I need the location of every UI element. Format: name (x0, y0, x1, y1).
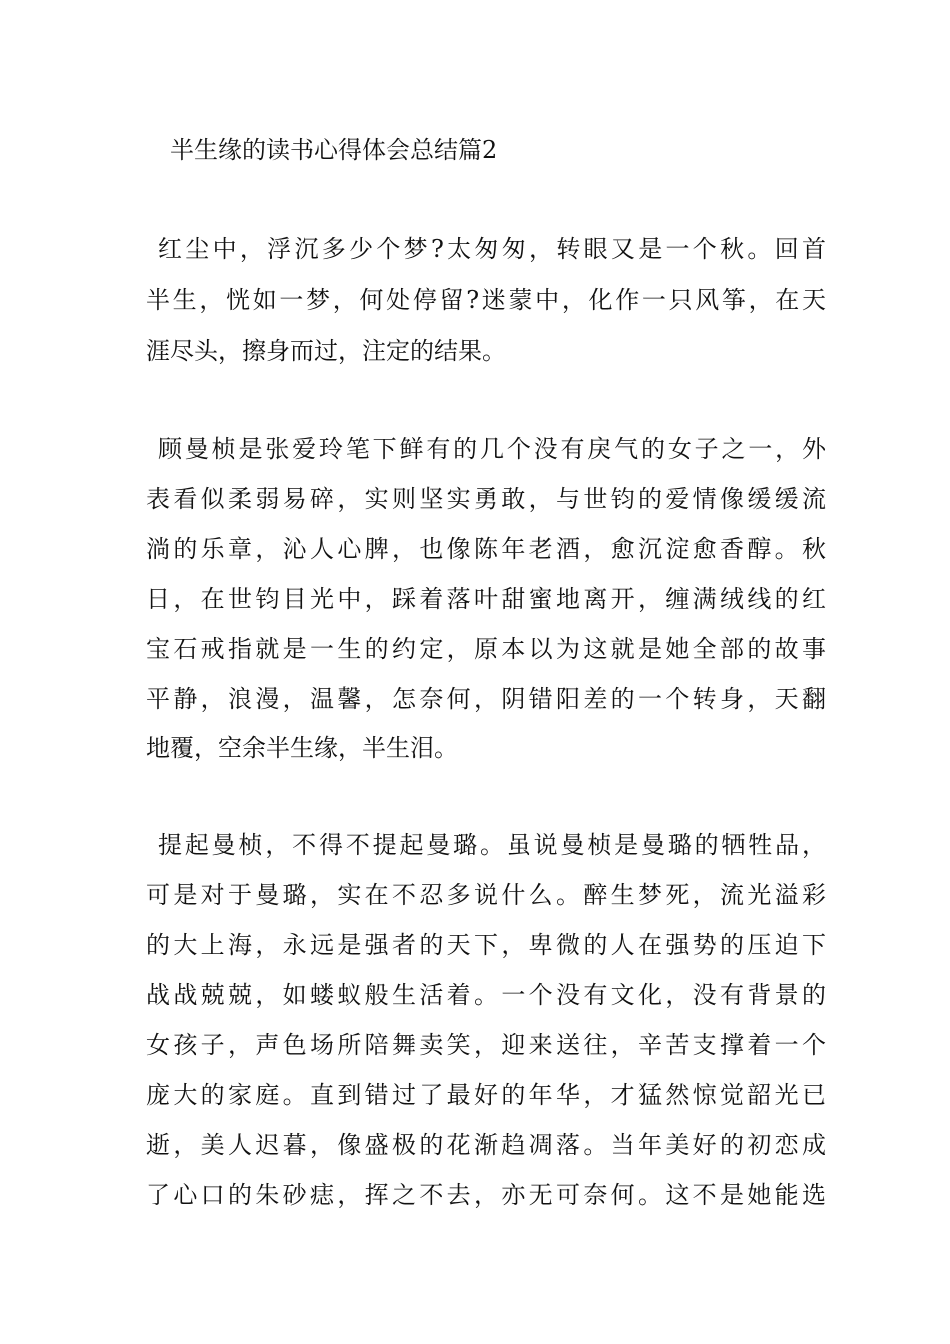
paragraph-1-line-2: 半生，恍如一梦，何处停留?迷蒙中，化作一只风筝，在天 (146, 286, 826, 314)
paragraph-3-line-4: 战战兢兢，如蝼蚁般生活着。一个没有文化，没有背景的 (146, 981, 826, 1009)
paragraph-2-line-1: 顾曼桢是张爱玲笔下鲜有的几个没有戾气的女子之一，外 (158, 435, 826, 463)
paragraph-2-line-2: 表看似柔弱易碎，实则坚实勇敢，与世钧的爱情像缓缓流 (146, 485, 826, 513)
paragraph-2-line-4: 日，在世钧目光中，踩着落叶甜蜜地离开，缠满绒线的红 (146, 585, 826, 613)
paragraph-2-line-5: 宝石戒指就是一生的约定，原本以为这就是她全部的故事 (146, 635, 826, 663)
paragraph-2-line-3: 淌的乐章，沁人心脾，也像陈年老酒，愈沉淀愈香醇。秋 (146, 535, 826, 563)
paragraph-2-line-6: 平静，浪漫，温馨，怎奈何，阴错阳差的一个转身，天翻 (146, 685, 826, 713)
paragraph-3-line-6: 庞大的家庭。直到错过了最好的年华，才猛然惊觉韶光已 (146, 1081, 826, 1109)
paragraph-1-line-3: 涯尽头，擦身而过，注定的结果。 (146, 337, 506, 365)
paragraph-3-line-1: 提起曼桢，不得不提起曼璐。虽说曼桢是曼璐的牺牲品， (158, 831, 826, 859)
paragraph-3-line-2: 可是对于曼璐，实在不忍多说什么。醉生梦死，流光溢彩 (146, 881, 826, 909)
paragraph-3-line-8: 了心口的朱砂痣，挥之不去，亦无可奈何。这不是她能选 (146, 1181, 826, 1209)
document-title: 半生缘的读书心得体会总结篇2 (170, 136, 498, 164)
paragraph-2-line-7: 地覆，空余半生缘，半生泪。 (146, 734, 458, 762)
paragraph-3-line-3: 的大上海，永远是强者的天下，卑微的人在强势的压迫下 (146, 931, 826, 959)
paragraph-1-line-1: 红尘中，浮沉多少个梦?太匆匆，转眼又是一个秋。回首 (158, 235, 826, 263)
paragraph-3-line-7: 逝，美人迟暮，像盛极的花渐趋凋落。当年美好的初恋成 (146, 1131, 826, 1159)
paragraph-3-line-5: 女孩子，声色场所陪舞卖笑，迎来送往，辛苦支撑着一个 (146, 1031, 826, 1059)
